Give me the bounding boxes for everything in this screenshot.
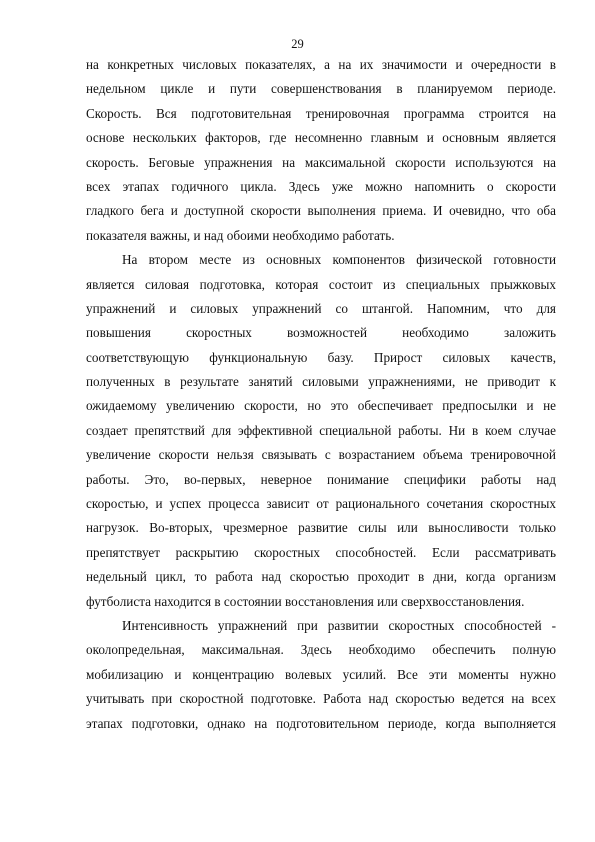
text-line: этапах подготовки, однако на подготовительном периоде, когда выполняется bbox=[86, 715, 556, 731]
text-line: ожидаемому увеличению скорости, но это обеспечивает предпосылки и не bbox=[86, 398, 556, 414]
paragraph-1 bbox=[86, 53, 556, 248]
text-line: Интенсивность упражнений при развитии скоростных способностей - bbox=[122, 617, 556, 633]
text-line: футболиста находится в состоянии восстановления или сверхвосстановления. bbox=[86, 593, 525, 609]
text-line: основе нескольких факторов, где несомненно главным и основным является bbox=[86, 130, 556, 146]
text-line: нагрузок. Во-вторых, чрезмерное развитие силы или выносливости только bbox=[86, 520, 556, 536]
text-line: недельный цикл, то работа над скоростью проходит в дни, когда организм bbox=[86, 569, 556, 585]
text-line: препятствует раскрытию скоростных способностей. Если рассматривать bbox=[86, 544, 556, 560]
text-line: На втором месте из основных компонентов физической готовности bbox=[122, 252, 556, 268]
text-line: соответствующую функциональную базу. Прирост силовых качеств, bbox=[86, 349, 556, 365]
text-line: является силовая подготовка, которая состоит из специальных прыжковых bbox=[86, 276, 556, 292]
text-line: учитывать при скоростной подготовке. Работа над скоростью ведется на всех bbox=[86, 691, 556, 707]
text-line: повышения скоростных возможностей необходимо заложить bbox=[86, 325, 556, 341]
text-line: мобилизацию и концентрацию волевых усилий. Все эти моменты нужно bbox=[86, 666, 556, 682]
text-line: на конкретных числовых показателях, а на их значимости и очередности в bbox=[86, 57, 556, 72]
text-line: скорость. Беговые упражнения на максимальной скорости используются на bbox=[86, 154, 556, 170]
text-line: недельном цикле и пути совершенствования в планируемом периоде. bbox=[86, 81, 556, 97]
text-line: работы. Это, во-первых, неверное понимание специфики работы над bbox=[86, 471, 556, 487]
text-line: упражнений и силовых упражнений со штангой. Напомним, что для bbox=[86, 300, 556, 316]
paragraph-2 bbox=[86, 248, 556, 614]
text-line: скоростью, и успех процесса зависит от рационального сочетания скоростных bbox=[86, 496, 556, 512]
text-line: создает препятствий для эффективной специальной работы. Ни в коем случае bbox=[86, 422, 556, 438]
body-text bbox=[86, 53, 556, 736]
paragraph-3 bbox=[86, 614, 556, 736]
text-line: увеличение скорости нельзя связывать с возрастанием объема тренировочной bbox=[86, 447, 556, 463]
text-line: всех этапах годичного цикла. Здесь уже можно напомнить о скорости bbox=[86, 178, 556, 194]
page-number: 29 bbox=[291, 37, 304, 51]
text-line: полученных в результате занятий силовыми упражнениями, не приводит к bbox=[86, 374, 556, 390]
text-line: околопредельная, максимальная. Здесь необходимо обеспечить полную bbox=[86, 642, 556, 658]
text-line: гладкого бега и доступной скорости выполнения приема. И очевидно, что оба bbox=[86, 203, 556, 219]
text-line: показателя важны, и над обоими необходимо работать. bbox=[86, 227, 395, 243]
text-line: Скорость. Вся подготовительная тренировочная программа строится на bbox=[86, 105, 556, 121]
